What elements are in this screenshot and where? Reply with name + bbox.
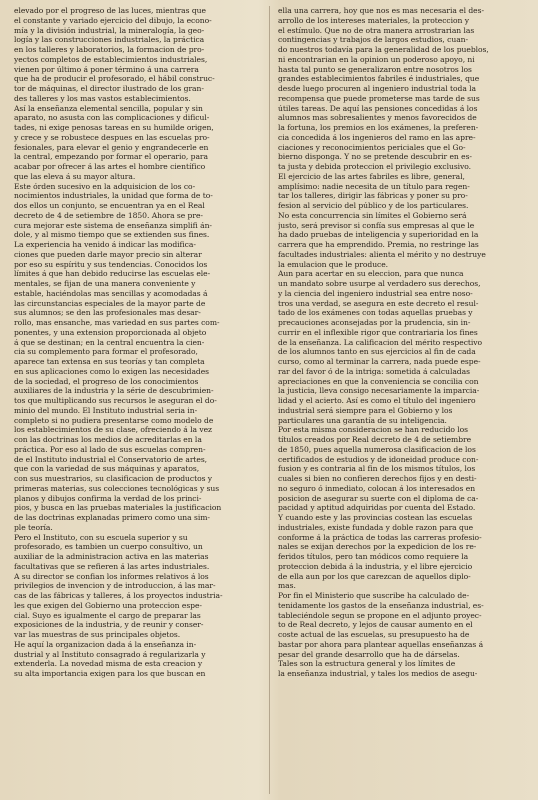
text-line: la fortuna, los premios en los exámenes, la preferen-	[278, 123, 479, 132]
text-line: Por fin el Ministerio que suscribe ha calculado de-	[278, 591, 470, 600]
text-line: su alta importancia exigen para los que buscan en	[14, 669, 206, 678]
text-line: minio del mundo. El Instituto industrial seria in-	[14, 405, 198, 415]
text-line: de ella aun por los que carezcan de aquellos diplo-	[278, 571, 471, 581]
text-line: de los alumnos tanto en sus ejercicios al fin de cada	[278, 347, 476, 357]
text-line: los establecimientos de su clase, ofreciendo á la vez	[14, 425, 212, 435]
text-line: contingencias y trabajos de largos estudios, cuan-	[278, 35, 469, 45]
text-line: y crece y se robustece despues en las escuelas pro-	[14, 132, 210, 142]
text-line: el estímulo. Que no de otra manera arrostrarian las	[278, 25, 475, 35]
text-line: alumnos mas sobresalientes y menos favorecidos de	[278, 113, 477, 123]
text-line: La experiencia ha venido á indicar las modifica-	[14, 240, 196, 249]
text-line: tor de máquinas, el director ilustrado de los gran-	[14, 84, 204, 93]
text-line: cas de las fábricas y talleres, á los proyectos industria-	[14, 591, 223, 600]
text-line: ta justa y debida proteccion el privilegio exclusivo.	[278, 162, 472, 171]
text-line: dos ellos un conjunto, se encuentran ya en el Real	[14, 201, 205, 210]
text-line: aparato, no asusta con las complicaciones y dificul-	[14, 113, 210, 123]
text-line: de la enseñanza. La calificacion del mérito respectivo	[278, 337, 483, 347]
text-line: ponentes, y una extension proporcionada al objeto	[14, 327, 207, 337]
text-line: que con la variedad de sus máquinas y aparatos,	[14, 464, 200, 474]
text-line: en sus aplicaciones como lo exigen las necesidades	[14, 366, 210, 376]
text-line: completo si no pudiera presentarse como modelo de	[14, 415, 214, 425]
text-line: posicion de asegurar su suerte con el diploma de ca-	[278, 493, 479, 503]
text-line: Y cuando este y las provincias costean las escuelas	[278, 513, 473, 522]
text-line: de la sociedad, el progreso de los conocimientos	[14, 376, 199, 386]
text-line: No esta concurrencia sin límites el Gobierno será	[278, 210, 467, 220]
text-line: planos y dibujos confirma la verdad de los princi-	[14, 493, 202, 503]
text-line: tades, ni exige penosas tareas en su humilde origen,	[14, 123, 214, 132]
text-line: acabar por ofrecer á las artes el hombre científico	[14, 162, 206, 171]
text-line: Así la enseñanza elemental sencilla, popular y sin	[14, 103, 203, 113]
text-line: Pero el Instituto, con su escuela superior y su	[14, 532, 188, 542]
text-line: bastar por ahora para plantear aquellas enseñanzas á	[278, 639, 484, 649]
text-line: do nuestros todavía para la generalidad de los pueblos,	[278, 45, 489, 54]
text-line: coste actual de las escuelas, su presupuesto ha de	[278, 630, 470, 639]
text-line: recompensa que puede prometerse mas tarde de sus	[278, 93, 480, 103]
text-line: des talleres y los mas vastos establecimientos.	[14, 93, 191, 103]
text-line: var las muestras de sus principales objetos.	[14, 630, 181, 639]
text-line: grandes establecimientos fabriles é industriales, que	[278, 74, 480, 84]
text-line: vienen por último á poner término á una carrera	[14, 64, 199, 74]
text-line: El ejercicio de las artes fabriles es libre, general,	[278, 171, 465, 181]
text-line: pesar del grande desarrollo que ha de dárselas.	[278, 649, 460, 659]
text-line: He aquí la organizacion dada á la enseñanza in-	[14, 639, 197, 649]
text-line: decreto de 4 de setiembre de 1850. Ahora se pre-	[14, 210, 203, 220]
text-line: primeras materias, sus colecciones tecnológicas y sus	[14, 483, 220, 493]
text-line: proteccion debida á la industria, y el libre ejercicio	[278, 561, 473, 571]
text-line: tos que multiplicando sus recursos le aseguran el do-	[14, 396, 217, 405]
text-line: nales se exijan derechos por la expedicion de los re-	[278, 542, 477, 552]
text-line: mas.	[278, 581, 296, 591]
text-line: dole, y al mismo tiempo que se extienden sus fines.	[14, 230, 210, 240]
text-line: en los talleres y laboratorios, la formacion de pro-	[14, 45, 205, 54]
text-line: y la ciencia del ingeniero industrial sea entre noso-	[278, 288, 473, 298]
text-line: de 1850, pues aquella numerosa clasificacion de los	[278, 444, 476, 454]
text-line: tros una verdad, se asegura en este decreto el resul-	[278, 298, 479, 308]
text-line: carrera que ha emprendido. Premia, no restringe las	[278, 240, 479, 249]
text-line: cial. Suyo es igualmente el cargo de preparar las	[14, 610, 201, 620]
text-line: ple teoría.	[14, 522, 53, 532]
text-line: dustrial y al Instituto consagrado á regularizarla y	[14, 649, 206, 659]
text-line: hasta tal punto se generalizaron entre nosotros los	[278, 64, 472, 74]
text-line: auxiliares de la industria y la série de descubrimien-	[14, 386, 214, 396]
text-line: Por esta misma consideracion se han reducido los	[278, 425, 469, 435]
text-line: ha dado pruebas de inteligencia y superioridad en la	[278, 230, 479, 240]
text-line: certificados de estudios y de idoneidad produce con-	[278, 454, 479, 464]
text-line: pacidad y aptitud adquiridas por cuenta del Estado.	[278, 503, 476, 513]
text-line: tado de los exámenes con todas aquellas pruebas y	[278, 308, 473, 318]
text-line: mía y la división industrial, la mineralogía, la geo-	[14, 25, 205, 35]
text-line: tableciéndole segun se propone en el adjunto proyec-	[278, 610, 482, 620]
text-line: límites á que han debido reducirse las escuelas ele-	[14, 269, 211, 279]
text-line: fusion y es contraria al fin de los mismos títulos, los	[278, 464, 476, 474]
text-line: útiles tareas. De aquí las pensiones concedidas á los	[278, 103, 478, 113]
text-line: títulos creados por Real decreto de 4 de setiembre	[278, 435, 472, 444]
text-line: yectos completos de establecimientos industriales,	[14, 54, 208, 64]
text-line: pios, y busca en las pruebas materiales la justificacion	[14, 503, 222, 513]
text-line: curso, como al terminar la carrera, nada puede espe-	[278, 357, 481, 366]
text-line: extenderla. La novedad misma de esta creacion y	[14, 659, 203, 669]
text-line: apreciaciones en que la conveniencia se concilia con	[278, 376, 479, 386]
text-line: amplísimo: nadie necesita de un título para regen-	[278, 181, 470, 191]
text-line: aparece tan extensa en sus teorías y tan completa	[14, 357, 205, 366]
text-line: tenidamente los gastos de la enseñanza industrial, es-	[278, 600, 484, 610]
text-line: ella una carrera, hoy que nos es mas necesaria el des-	[278, 6, 484, 15]
text-line: cia concedida á los ingenieros del ramo en las apre-	[278, 132, 476, 142]
text-line: privilegios de invencion y de introduccion, á las mar-	[14, 581, 216, 591]
text-line: la enseñanza industrial, y tales los medios de asegu-	[278, 669, 478, 678]
text-line: justo, será previsor si confía sus empresas al que le	[278, 220, 475, 230]
text-line: logía y las construcciones industriales, la práctica	[14, 35, 205, 45]
text-line: no seguro ó inmediato, colocan á los interesados en	[278, 483, 476, 493]
text-line: industrial será siempre para el Gobierno y los	[278, 405, 453, 415]
text-line: fesion al servicio del público y de los particulares.	[278, 201, 469, 210]
text-line: bierno disponga. Y no se pretende descubrir en es-	[278, 152, 472, 162]
text-line: rar del favor ó de la intriga: sometida á calculadas	[278, 366, 470, 376]
text-line: feridos títulos, pero tan módicos como requiere la	[278, 552, 469, 561]
text-line: Tales son la estructura general y los límites de	[278, 659, 456, 669]
text-line: ciones que pueden darle mayor precio sin alterar	[14, 249, 202, 259]
text-line: á que se destinan; en la central encuentra la cien-	[14, 337, 205, 347]
text-line: mentales, se fijan de una manera conveniente y	[14, 279, 196, 288]
text-line: estable, haciéndolas mas sencillas y acomodadas á	[14, 288, 208, 298]
right-text-column	[278, 6, 526, 794]
text-line: con sus muestrarios, su clasificacion de productos y	[14, 474, 213, 483]
text-line: facultades industriales: alienta el mérito y no destruye	[278, 249, 486, 259]
text-line: el constante y variado ejercicio del dibujo, la econo-	[14, 15, 212, 25]
text-line: que ha de producir el profesorado, el hábil construc-	[14, 74, 215, 84]
text-line: cia su complemento para formar el profesorado,	[14, 347, 198, 357]
text-line: la justicia, lleva consigo necesariamente la imparcia-	[278, 386, 480, 396]
left-text-column	[14, 6, 262, 794]
text-line: sus alumnos; se den las profesionales mas desar-	[14, 308, 201, 318]
text-line: lidad y el acierto. Así es como el título del ingeniero	[278, 396, 476, 405]
text-line: precauciones aconsejadas por la prudencia, sin in-	[278, 318, 471, 327]
text-line: particulares una garantía de su inteligencia.	[278, 415, 447, 425]
text-line: nocimientos industriales, la unidad que forma de to-	[14, 191, 213, 201]
column-divider	[269, 6, 270, 794]
text-line: de el Instituto industrial el Conservatorio de artes,	[14, 454, 208, 464]
text-line: currir en el inflexible rigor que contrariaria los fines	[278, 327, 478, 337]
text-line: práctica. Por eso al lado de sus escuelas compren-	[14, 444, 206, 454]
text-line: por eso su espíritu y sus tendencias. Conocidos los	[14, 259, 208, 269]
text-line: arrollo de los intereses materiales, la proteccion y	[278, 15, 469, 25]
text-line: les que exigen del Gobierno una proteccion espe-	[14, 600, 202, 610]
text-line: fesionales, para elevar el genio y engrandecerle en	[14, 142, 209, 152]
text-line: la emulacion que le produce.	[278, 259, 389, 269]
text-line: la central, empezando por formar el operario, para	[14, 152, 208, 162]
text-line: cuales si bien no confieren derechos fijos y en desti-	[278, 474, 477, 483]
text-line: to de Real decreto, y lejos de causar aumento en el	[278, 620, 473, 630]
text-line: que las eleva á su mayor altura.	[14, 171, 136, 181]
text-line: desde luego procuren al ingeniero industrial toda la	[278, 84, 477, 93]
text-line: Este órden sucesivo en la adquisicion de los co-	[14, 181, 196, 191]
text-line: profesorado, es tambien un cuerpo consultivo, un	[14, 542, 203, 552]
text-line: cura mejorar este sistema de enseñanza simplifi án-	[14, 220, 212, 230]
text-line: ciaciones y reconocimientos periciales que el Go-	[278, 142, 466, 152]
text-line: auxiliar de la administracion activa en las materias	[14, 552, 209, 561]
text-line: facultativas que se refieren á las artes industriales.	[14, 561, 210, 571]
text-line: rollo, mas ensanche, mas variedad en sus partes com-	[14, 318, 220, 327]
text-line: tar los talleres, dirigir las fábricas y poner su pro-	[278, 191, 468, 201]
text-line: de las doctrinas explanadas primero como una sim-	[14, 513, 210, 522]
text-line: conforme á la práctica de todas las carreras profesio-	[278, 532, 482, 542]
text-line: las circunstancias especiales de la mayor parte de	[14, 298, 206, 308]
text-line: elevado por el progreso de las luces, mientras que	[14, 6, 206, 15]
text-line: un mandato sobre usurpe al verdadero sus derechos,	[278, 279, 481, 288]
text-line: industriales, existe fundada y doble razon para que	[278, 522, 474, 532]
text-line: exposiciones de la industria, y de reunir y conser-	[14, 620, 204, 630]
text-line: ni encontrarian en la opinion un poderoso apoyo, ni	[278, 54, 475, 64]
text-line: A su director se confian los informes relativos á los	[14, 571, 209, 581]
text-line: con las doctrinas los medios de acreditarlas en la	[14, 435, 202, 444]
text-line: Aun para acertar en su eleccion, para que nunca	[278, 269, 464, 279]
